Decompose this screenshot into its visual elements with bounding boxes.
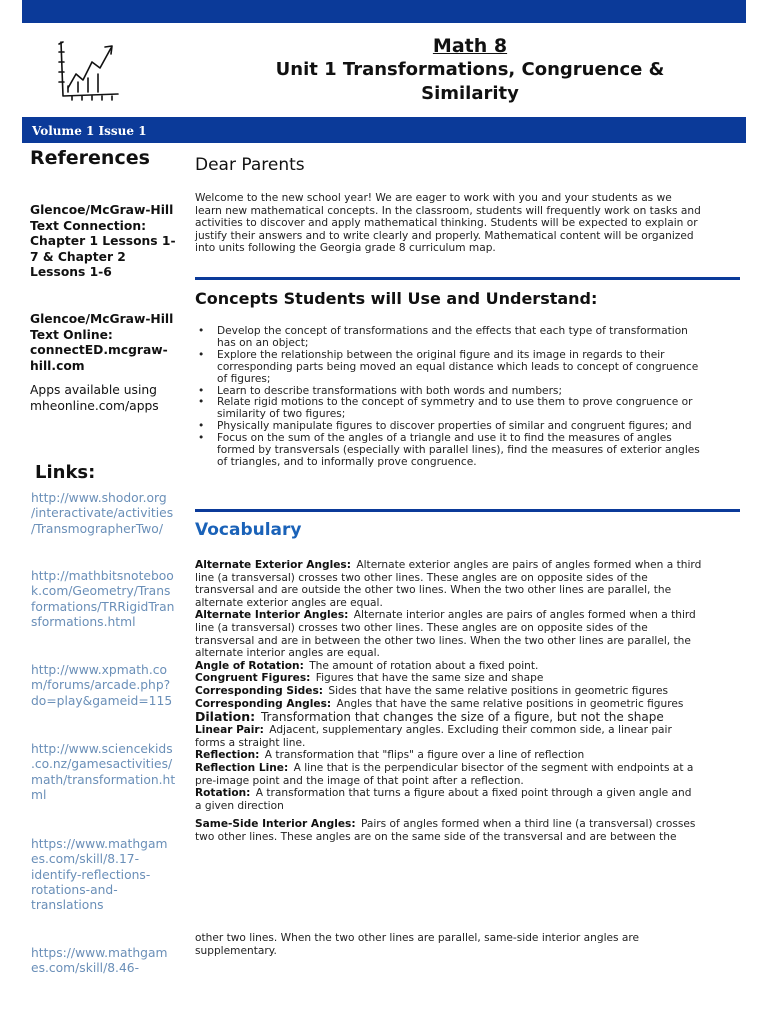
vocab-term: Alternate Exterior Angles: <box>195 559 351 571</box>
link-line: do=play&gameid=115 <box>31 693 173 708</box>
vocab-entry <box>195 710 740 724</box>
vocab-term: Reflection: <box>195 749 260 762</box>
ref1-line: Glencoe/McGraw-Hill <box>30 203 174 217</box>
vocab-definition: A transformation that "flips" a figure over a line of reflection <box>264 749 585 762</box>
link-line: http://mathbitsnoteboo <box>31 569 174 583</box>
vocab-entry <box>195 609 740 659</box>
vocab-definition: The amount of rotation about a fixed point. <box>309 659 539 672</box>
vocabulary-heading: Vocabulary <box>195 520 302 540</box>
link-line: math/transformation.ht <box>31 772 176 787</box>
link-line: translations <box>31 898 104 913</box>
concepts-heading: Concepts Students will Use and Understand: <box>195 289 598 308</box>
vocab-entry <box>195 762 740 787</box>
vocab-definition: Sides that have the same relative positions in geometric figures <box>328 684 669 697</box>
list-item-line: • Develop the concept of transformations and the effects that each type of transformation <box>217 325 688 337</box>
link-line: rotations-and- <box>31 882 118 897</box>
vocab-definition: transversal and are in between the other two lines. When the two other lines are parallel, the <box>195 634 691 647</box>
links-heading: Links: <box>35 462 96 483</box>
vocab-definition: alternate interior angles are equal. <box>195 647 380 660</box>
section-divider <box>195 277 740 280</box>
link-line: formations/TRRigidTran <box>31 599 175 614</box>
link-line: http://www.sciencekids <box>31 742 173 756</box>
paragraph-line: into units following the Georgia grade 8 curriculum map. <box>195 242 496 254</box>
vocab-definition: two other lines. These angles are on the same side of the transversal and are between the <box>195 830 677 843</box>
list-item-line: formed by transversals (especially with parallel lines), find the measures of exterior angles <box>217 444 700 457</box>
list-item <box>195 433 735 469</box>
vocab-definition: Alternate interior angles are pairs of angles formed when a third <box>353 609 696 622</box>
section-divider <box>195 509 740 512</box>
link-line: es.com/skill/8.46- <box>31 961 140 976</box>
vocab-entry <box>195 672 740 685</box>
welcome-paragraph <box>195 192 740 255</box>
volume-issue-label: Volume 1 Issue 1 <box>32 124 147 138</box>
link-mathgames-846[interactable] <box>31 946 181 977</box>
link-line: identify-reflections- <box>31 867 151 882</box>
list-item-line: of figures; <box>217 372 271 385</box>
paragraph-line: justify their answers and to write clearly and properly. Mathematical content will be organized <box>195 229 694 242</box>
vocab-entry <box>195 818 740 843</box>
vocabulary-list <box>195 559 740 843</box>
vocab-entry <box>195 685 740 698</box>
vocab-definition: supplementary. <box>195 944 277 957</box>
link-shodor[interactable] <box>31 491 181 537</box>
link-line: /interactivate/activities <box>31 506 174 521</box>
textbook-reference <box>30 203 188 281</box>
unit-title-line2: Similarity <box>421 83 519 104</box>
vocab-definition: A transformation that turns a figure about a fixed point through a given angle and <box>255 787 692 800</box>
vocab-definition: forms a straight line. <box>195 736 306 749</box>
vocab-definition: other two lines. When the two other lines are parallel, same-side interior angles are <box>195 932 640 944</box>
vocab-definition: Transformation that changes the size of a figure, but not the shape <box>260 710 664 725</box>
ref1-line: 7 & Chapter 2 <box>30 249 126 264</box>
link-mathbits[interactable] <box>31 569 181 630</box>
vocab-entry <box>195 787 740 812</box>
list-item-line: of triangles, and to informally prove congruence. <box>217 455 477 468</box>
list-item-line: similarity of two figures; <box>217 408 346 421</box>
link-line: http://www.shodor.org <box>31 491 167 505</box>
online-text-reference <box>30 312 188 374</box>
list-item <box>195 350 735 386</box>
link-mathgames-817[interactable] <box>31 837 181 913</box>
vocab-definition: line (a transversal) crosses two other lines. These angles are on opposite sides of the <box>195 621 648 634</box>
list-item-line: • Focus on the sum of the angles of a triangle and use it to find the measures of angles <box>217 432 672 445</box>
vocab-definition: A line that is the perpendicular bisector of the segment with endpoints at a <box>293 761 694 774</box>
ref2-line: Text Online: <box>30 327 113 342</box>
list-item-line: • Relate rigid motions to the concept of symmetry and to use them to prove congruence or <box>217 396 693 409</box>
vocab-term: Linear Pair: <box>195 724 264 737</box>
ref2-line: connectED.mcgraw- <box>30 343 168 357</box>
ref1-line: Chapter 1 Lessons 1- <box>30 234 176 248</box>
vocab-definition: Figures that have the same size and shape <box>315 672 544 685</box>
ref2-line: hill.com <box>30 358 85 373</box>
vocab-definition: Angles that have the same relative positions in geometric figures <box>336 697 684 710</box>
list-item-line: has on an object; <box>217 336 309 349</box>
link-line: m/forums/arcade.php? <box>31 678 171 693</box>
list-item <box>195 326 735 350</box>
rising-chart-icon <box>56 38 122 102</box>
vocab-definition: line (a transversal) crosses two other lines. These angles are on opposite sides of the <box>195 571 648 584</box>
vocab-continuation <box>195 932 740 957</box>
link-line: sformations.html <box>31 614 136 629</box>
list-item-line: corresponding parts being moved an equal distance which leads to concept of congruence <box>217 360 699 373</box>
link-line: /TransmographerTwo/ <box>31 521 163 536</box>
vocab-definition: alternate exterior angles are equal. <box>195 596 383 609</box>
concepts-list <box>195 326 735 469</box>
vocab-definition: a given direction <box>195 799 284 812</box>
link-line: https://www.mathgam <box>31 837 168 851</box>
vocab-definition: pre-image point and the image of that point after a reflection. <box>195 774 524 787</box>
vocab-term: Corresponding Sides: <box>195 684 323 697</box>
vocab-term: Alternate Interior Angles: <box>195 609 349 622</box>
vocab-definition: transversal and are outside the other two lines. When the two other lines are parallel, the <box>195 584 672 597</box>
vocab-term: Dilation: <box>195 709 256 725</box>
link-sciencekids[interactable] <box>31 742 181 803</box>
vocab-definition: Pairs of angles formed when a third line (a transversal) crosses <box>360 818 696 831</box>
paragraph-line: activities to discover and apply mathematical thinking. Students will be expected to explain or <box>195 217 698 229</box>
ref1-line: Text Connection: <box>30 218 147 233</box>
dear-parents-heading: Dear Parents <box>195 155 305 175</box>
vocab-entry <box>195 749 740 762</box>
vocab-entry <box>195 559 740 609</box>
vocab-definition: Adjacent, supplementary angles. Excluding their common side, a linear pair <box>269 724 672 737</box>
list-item-line: • Explore the relationship between the original figure and its image in regards to their <box>217 348 665 361</box>
vocab-definition: Alternate exterior angles are pairs of angles formed when a third <box>356 559 702 571</box>
link-line: .co.nz/gamesactivities/ <box>31 757 173 772</box>
paragraph-line: learn new mathematical concepts. In the classroom, students will frequently work on tasks and <box>195 204 701 217</box>
apps-note <box>30 383 188 414</box>
newsletter-title-block <box>190 34 750 106</box>
link-line: http://www.xpmath.co <box>31 663 168 677</box>
link-xpmath[interactable] <box>31 663 181 709</box>
vocab-entry <box>195 698 740 711</box>
vocab-entry <box>195 660 740 673</box>
vocab-term: Same-Side Interior Angles: <box>195 818 356 831</box>
list-item-line: • Learn to describe transformations with both words and numbers; <box>217 384 563 397</box>
link-line: ml <box>31 787 47 802</box>
link-line: es.com/skill/8.17- <box>31 852 140 867</box>
references-heading: References <box>30 147 150 169</box>
apps-line: mheonline.com/apps <box>30 398 159 413</box>
ref1-line: Lessons 1-6 <box>30 265 112 279</box>
vocab-entry <box>195 724 740 749</box>
top-banner-bar <box>22 0 746 23</box>
vocab-term: Angle of Rotation: <box>195 659 304 672</box>
vocab-term: Reflection Line: <box>195 761 289 774</box>
ref2-line: Glencoe/McGraw-Hill <box>30 312 174 326</box>
paragraph-line: Welcome to the new school year! We are eager to work with you and your students as we <box>195 192 672 204</box>
unit-title-line1: Unit 1 Transformations, Congruence & <box>275 59 665 80</box>
list-item-line: • Physically manipulate figures to discover properties of similar and congruent figures; and <box>217 420 692 433</box>
vocab-term: Rotation: <box>195 787 251 800</box>
page-title: Math 8 <box>432 35 508 57</box>
apps-line: Apps available using <box>30 383 157 397</box>
link-line: https://www.mathgam <box>31 946 168 960</box>
vocab-term: Congruent Figures: <box>195 672 311 685</box>
vocab-term: Corresponding Angles: <box>195 697 332 710</box>
link-line: k.com/Geometry/Trans <box>31 584 171 599</box>
list-item <box>195 397 735 421</box>
